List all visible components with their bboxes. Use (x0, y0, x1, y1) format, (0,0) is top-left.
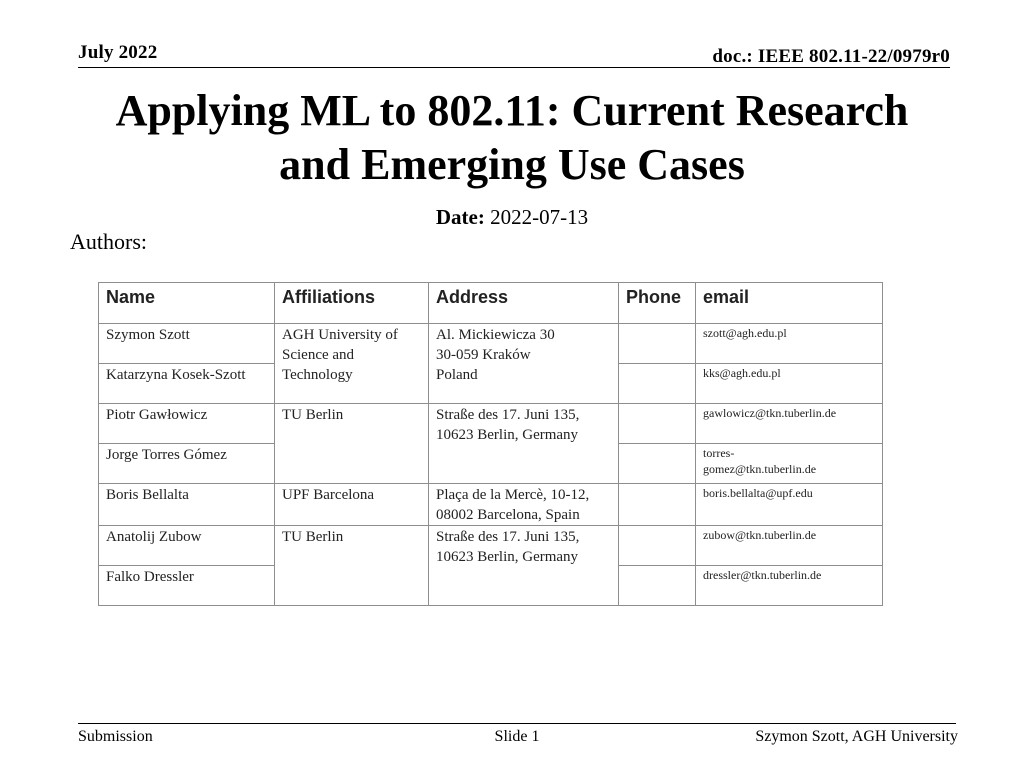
author-name: Katarzyna Kosek-Szott (99, 364, 275, 404)
address-line: 30-059 Kraków (436, 347, 531, 363)
slide-title-line-2: and Emerging Use Cases (279, 140, 745, 189)
author-affiliation (275, 484, 429, 526)
address-line: 08002 Barcelona, Spain (436, 507, 580, 523)
author-name: Falko Dressler (99, 566, 275, 606)
slide-title-line-1: Applying ML to 802.11: Current Research (115, 86, 909, 135)
table-row (99, 404, 883, 444)
footer-divider (78, 723, 956, 724)
address-line: 10623 Berlin, Germany (436, 549, 579, 565)
address-line: Poland (436, 367, 478, 383)
author-phone (619, 526, 696, 566)
author-phone (619, 566, 696, 606)
author-email: kks@agh.edu.pl (696, 364, 883, 404)
address-line: Plaça de la Mercè, 10-12, (436, 487, 590, 503)
footer-slide-number: Slide 1 (494, 728, 540, 745)
table-row (99, 324, 883, 364)
affiliation-line: AGH University of (282, 327, 398, 343)
author-address (429, 324, 619, 404)
email-line: torres- (703, 446, 735, 460)
email-line: gomez@tkn.tuberlin.de (703, 462, 817, 476)
column-header-affiliations: Affiliations (275, 283, 429, 324)
column-header-name: Name (99, 283, 275, 324)
column-header-email: email (696, 283, 883, 324)
author-email: zubow@tkn.tuberlin.de (696, 526, 883, 566)
address-line: 10623 Berlin, Germany (436, 427, 579, 443)
affiliation-line: UPF Barcelona (282, 487, 375, 503)
affiliation-line: TU Berlin (282, 407, 344, 423)
author-email: dressler@tkn.tuberlin.de (696, 566, 883, 606)
author-email: szott@agh.edu.pl (696, 324, 883, 364)
author-address (429, 526, 619, 606)
author-phone (619, 364, 696, 404)
column-header-phone: Phone (619, 283, 696, 324)
author-phone (619, 404, 696, 444)
author-affiliation (275, 324, 429, 404)
address-line: Al. Mickiewicza 30 (436, 327, 555, 343)
address-line: Straße des 17. Juni 135, (436, 407, 580, 423)
affiliation-line: TU Berlin (282, 529, 344, 545)
footer-submission: Submission (78, 728, 153, 745)
authors-table (98, 282, 883, 606)
author-affiliation (275, 404, 429, 484)
presentation-date (0, 205, 1024, 230)
footer-author: Szymon Szott, AGH University (755, 728, 958, 745)
table-row (99, 526, 883, 566)
affiliation-line: Science and (282, 347, 355, 363)
author-name: Anatolij Zubow (99, 526, 275, 566)
author-name: Boris Bellalta (99, 484, 275, 526)
author-name: Jorge Torres Gómez (99, 444, 275, 484)
author-email: boris.bellalta@upf.edu (696, 484, 883, 526)
author-phone (619, 324, 696, 364)
header-doc-id: doc.: IEEE 802.11-22/0979r0 (712, 46, 950, 67)
slide-title (60, 84, 964, 192)
table-header-row (99, 283, 883, 324)
affiliation-line: Technology (282, 367, 353, 383)
author-phone (619, 484, 696, 526)
author-name: Szymon Szott (99, 324, 275, 364)
date-value: 2022-07-13 (490, 205, 589, 229)
header-divider (78, 67, 950, 68)
header-date: July 2022 (78, 42, 158, 63)
author-name: Piotr Gawłowicz (99, 404, 275, 444)
author-email (696, 444, 883, 484)
author-address (429, 404, 619, 484)
author-phone (619, 444, 696, 484)
column-header-address: Address (429, 283, 619, 324)
address-line: Straße des 17. Juni 135, (436, 529, 580, 545)
author-address (429, 484, 619, 526)
author-email: gawlowicz@tkn.tuberlin.de (696, 404, 883, 444)
author-affiliation (275, 526, 429, 606)
date-label: Date: (435, 205, 485, 229)
authors-label: Authors: (70, 229, 147, 254)
table-row (99, 484, 883, 526)
